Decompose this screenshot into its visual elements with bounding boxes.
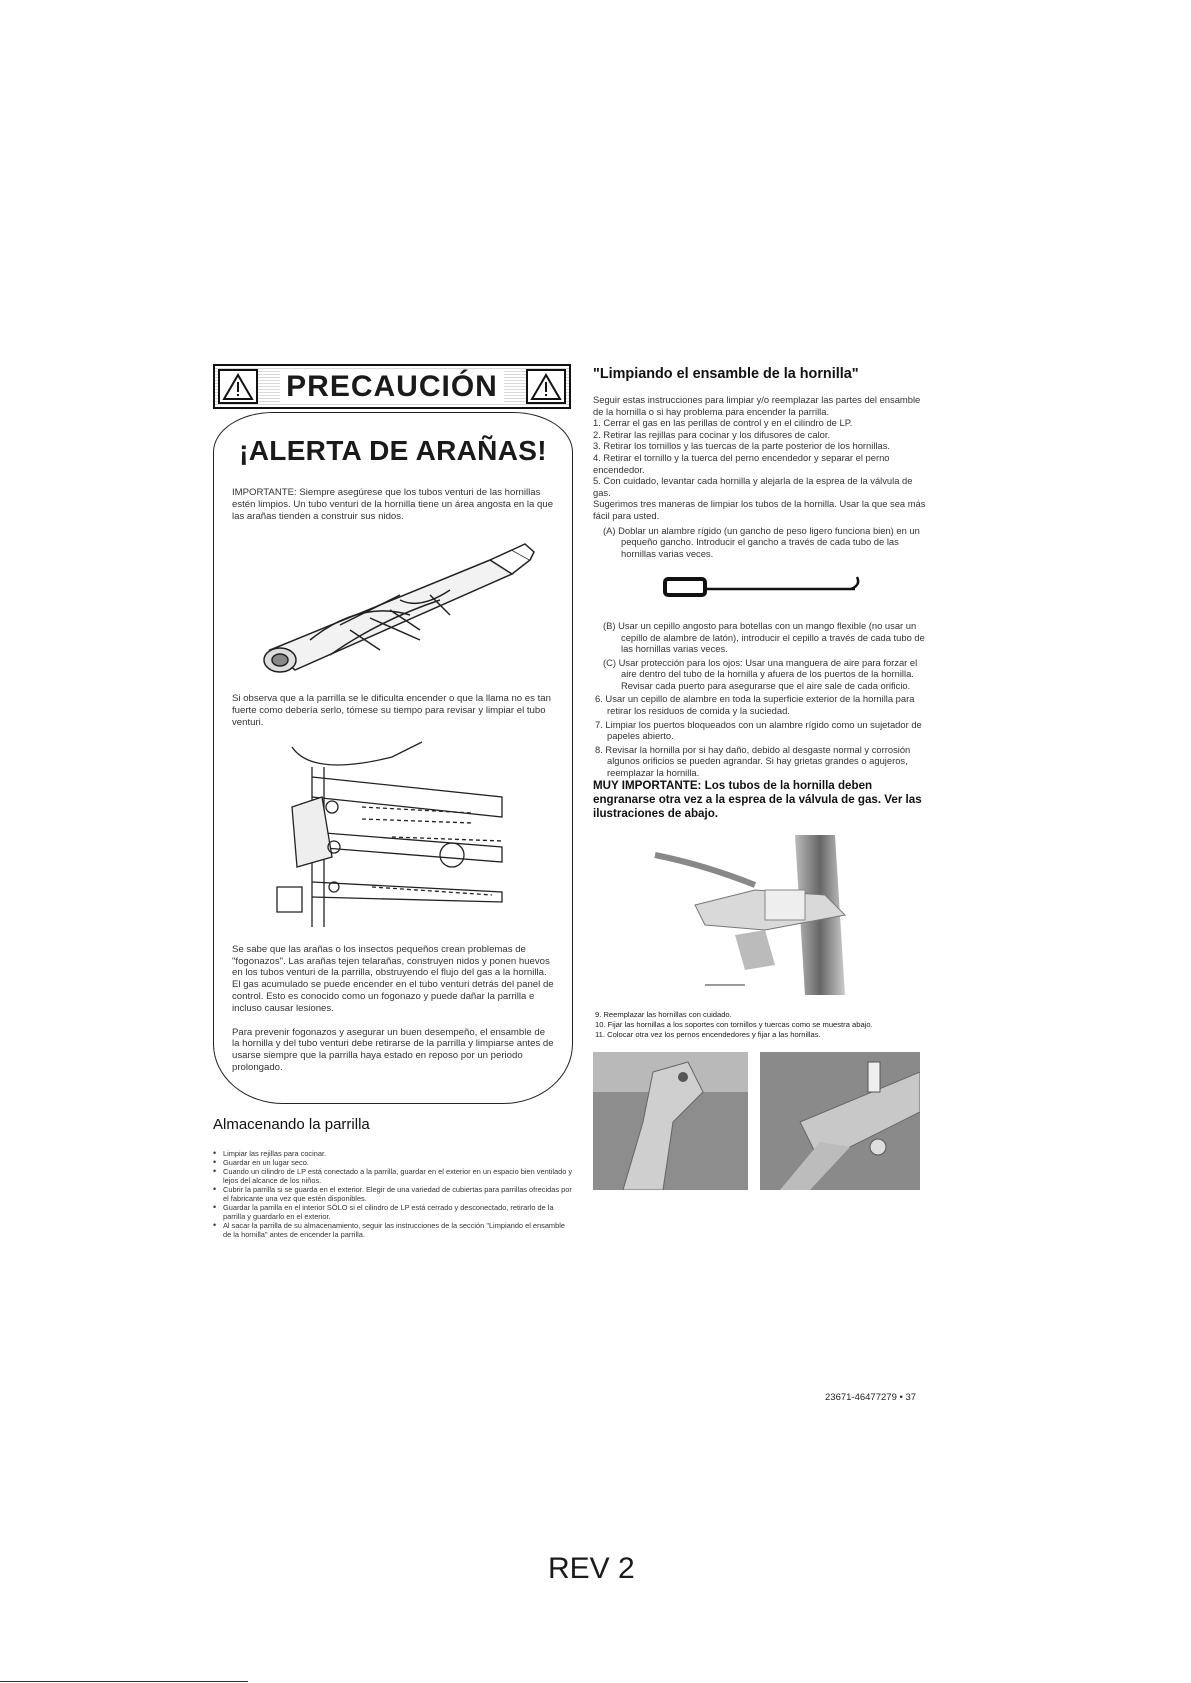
burner-screw-photo bbox=[760, 1052, 920, 1195]
cleaning-substep-a: (A) Doblar un alambre rígido (un gancho de peso ligero funciona bien) en un pequeño gancho. Introducir el gancho a través de cada tubo de las hornillas varias veces. bbox=[603, 524, 920, 559]
cleaning-intro: Seguir estas instrucciones para limpiar y/o reemplazar las partes del ensamble de la hornilla o si hay problema para encender la parrilla. bbox=[593, 394, 921, 417]
cleaning-step: 8. Revisar la hornilla por si hay daño, debido al desgaste normal y corrosión algunos orificios se pueden agrandar. Si hay grietas grandes o agujeros, reemplazar la hornilla. bbox=[595, 743, 911, 779]
storage-section-title: Almacenando la parrilla bbox=[213, 1116, 370, 1133]
venturi-tube-illustration bbox=[250, 530, 554, 685]
alert-paragraph-prevention: Para prevenir fogonazos y asegurar un buen desempeño, el ensamble de la hornilla y del tubo venturi debe retirarse de la parrilla y limpiarse antes de usarse siempre que la parrilla haya estado en reposo por un periodo prolongado. bbox=[232, 1026, 554, 1073]
page-number: 23671-46477279 • 37 bbox=[825, 1392, 917, 1403]
cleaning-step: 3. Retirar los tornillos y las tuercas de la parte posterior de los hornillas. bbox=[593, 440, 891, 452]
spider-alert-box bbox=[213, 412, 573, 1104]
caution-title: PRECAUCIÓN bbox=[280, 370, 504, 404]
warning-triangle-icon bbox=[526, 369, 566, 404]
cleaning-step: Sugerimos tres maneras de limpiar los tubos de la hornilla. Usar la que sea más fácil para usted. bbox=[593, 498, 926, 521]
list-item: • Cuando un cilindro de LP está conectado a la parrilla, guardar en el exterior en un espacio bien ventilado y lejos del alcance de los niños. bbox=[213, 1167, 573, 1185]
left-column bbox=[213, 364, 573, 1239]
cleaning-step: 6. Usar un cepillo de alambre en toda la superficie exterior de la hornilla para retirar los residuos de comida y la suciedad. bbox=[595, 693, 915, 717]
valve-orifice-illustration bbox=[645, 835, 928, 1000]
burner-bracket-photo bbox=[593, 1052, 748, 1195]
cleaning-step: 7. Limpiar los puertos bloqueados con un alambre rígido como un sujetador de papeles abierto. bbox=[595, 718, 922, 742]
alert-title: ¡ALERTA DE ARAÑAS! bbox=[239, 435, 547, 466]
alert-paragraph-symptoms: Si observa que a la parrilla se le dificulta encender o que la llama no es tan fuerte como debería serlo, tómese su tiempo para revisar y limpiar el tubo venturi. bbox=[232, 693, 551, 728]
important-note: MUY IMPORTANTE: Los tubos de la hornilla deben engranarse otra vez a la esprea de la válvula de gas. Ver las ilustraciones de abajo. bbox=[593, 778, 922, 821]
footer-divider bbox=[0, 1681, 248, 1682]
cleaning-step: 11. Colocar otra vez los pernos encendedores y fijar a las hornillas. bbox=[595, 1030, 821, 1040]
cleaning-substep-c: (C) Usar protección para los ojos: Usar una manguera de aire para forzar el aire dentro del tubo de la hornilla y afuera de los puertos de la hornilla. Revisar cada puerto para asegurarse que el aire sale de cada orificio. bbox=[603, 656, 918, 691]
list-item: • Limpiar las rejillas para cocinar. bbox=[213, 1149, 573, 1158]
cleaning-step: 4. Retirar el tornillo y la tuerca del perno encendedor y separar el perno encendedor. bbox=[593, 451, 890, 475]
storage-list bbox=[213, 1149, 573, 1239]
warning-triangle-icon bbox=[218, 369, 258, 404]
list-item: • Cubrir la parrilla si se guarda en el exterior. Elegir de una variedad de cubiertas para parrillas ofrecidas por el fabricante una vez que estén disponibles. bbox=[213, 1185, 573, 1203]
wire-hook-illustration bbox=[663, 573, 928, 606]
cleaning-step: 9. Reemplazar las hornillas con cuidado. bbox=[595, 1010, 732, 1020]
alert-paragraph-flashback: Se sabe que las arañas o los insectos pequeños crean problemas de "fogonazos". Las arañas tejen telarañas, construyen nidos y ponen huevos en los tubos venturi de la parrilla, obstruyendo el flujo del gas a la hornilla. El gas acumulado se puede encender en el tubo venturi detrás del panel de control. Esto es conocido como un fogonazo y puede dañar la parrilla e incluso causar lesiones. bbox=[232, 943, 554, 1014]
list-item: • Guardar en un lugar seco. bbox=[213, 1158, 573, 1167]
cleaning-step: 5. Con cuidado, levantar cada hornilla y alejarla de la esprea de la válvula de gas. bbox=[593, 475, 913, 498]
cleaning-step: 10. Fijar las hornillas a los soportes con tornillos y tuercas como se muestra abajo. bbox=[595, 1020, 873, 1030]
revision-label: REV 2 bbox=[548, 1552, 635, 1585]
list-item: • Al sacar la parrilla de su almacenamiento, seguir las instrucciones de la sección "Limpiando el ensamble de la hornilla" antes de encender la parrilla. bbox=[213, 1221, 573, 1239]
right-column bbox=[593, 366, 928, 1195]
alert-paragraph-important: IMPORTANTE: Siempre asegúrese que los tubos venturi de las hornillas estén limpios. Un tubo venturi de la hornilla tiene un área angosta en la que las arañas tienden a construir sus nidos. bbox=[232, 487, 554, 522]
cleaning-step: 2. Retirar las rejillas para cocinar y los difusores de calor. bbox=[593, 428, 831, 440]
cleaning-substep-b: (B) Usar un cepillo angosto para botellas con un mango flexible (no usar un cepillo de alambre de latón), introducir el cepillo a través de cada tubo de las hornillas varias veces. bbox=[603, 619, 925, 655]
cleaning-step: 1. Cerrar el gas en las perillas de control y en el cilindro de LP. bbox=[593, 417, 853, 429]
list-item: • Guardar la parrilla en el interior SÓLO si el cilindro de LP está cerrado y desconectado, retirarlo de la parrilla y guardarlo en el exterior. bbox=[213, 1203, 573, 1221]
caution-banner bbox=[213, 364, 571, 409]
cleaning-section-title: "Limpiando el ensamble de la hornilla" bbox=[593, 366, 859, 382]
grill-venturi-illustration bbox=[272, 737, 554, 932]
